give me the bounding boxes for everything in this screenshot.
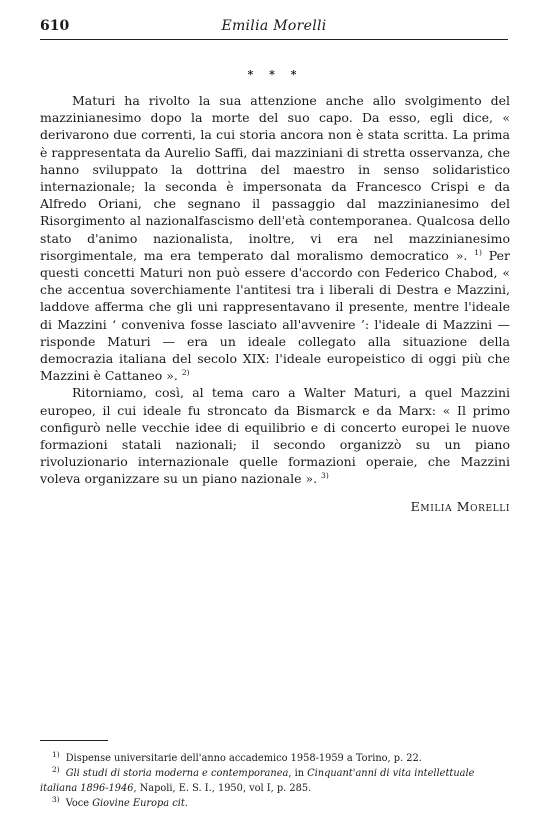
footnote-3 [40,796,512,811]
running-title: Emilia Morelli [221,18,327,34]
footnote-title-italic: Cinquant'anni di vita intellettuale italiana 1896-1946 [40,768,475,794]
footnote-mark: 3) [52,794,60,804]
paragraph-text: Maturi ha rivolto la sua attenzione anche allo svolgimento del mazzinianesimo dopo la morte del suo capo. Da esso, egli dice, « derivarono due correnti, la cui storia ancora non è stata scritta. La prima è rappresentata da Aurelio Saffi, dai mazziniani di stretta osservanza, che hanno sviluppato la dottrina del maestro in senso solidaristico internazionale; la seconda è impersonata da Francesco Crispi e da Alfredo Oriani, che segnano il passaggio dal mazzinianesimo del Risorgimento al nazionalfascismo dell'età contemporanea. Qualcosa dello stato d'animo nazionalista, inoltre, vi era nel mazzinianesimo risorgimentale, ma era temperato dal moralismo democratico ». [40,93,510,263]
page-number: 610 [40,18,70,34]
paragraph-text: Per questi concetti Maturi non può essere d'accordo con Federico Chabod, « che accentua soverchiamente l'antitesi tra i liberali di Destra e Mazzini, laddove afferma che gli uni rappresentavano il presente, mentre l'ideale di Mazzini ‘ conveniva fosse lasciato all'avvenire ’: l'ideale di Mazzini — risponde Maturi — era un ideale collegato alla situazione della democrazia italiana del secolo XIX: l'ideale europeistico di oggi più che Mazzini è Cattaneo ». [40,247,510,384]
paragraph-text: Ritorniamo, così, al tema caro a Walter Maturi, a quel Mazzini europeo, il cui ideale fu stroncato da Bismarck e da Marx: « Il primo configurò nelle vecchie idee di equilibrio e di concerto europei le nuove formazioni statali nazionali; il secondo organizzò su un piano rivoluzionario internazionale quelle formazioni operaie, che Mazzini voleva organizzare su un piano nazionale ». [40,385,510,487]
footnote-ref: 1) [474,247,482,257]
author-signature: Emilia Morelli [410,499,510,514]
footnote-ref: 2) [181,368,190,378]
paragraph [40,92,510,384]
section-separator: * * * [247,68,303,81]
footnote-2 [40,766,512,796]
footnote-text: , in [288,768,308,779]
footnote-rule [40,740,108,741]
footnote-title-italic: Gli studi di storia moderna e contemporanea [65,768,289,779]
footnote-mark: 1) [52,749,60,759]
body-text [40,92,510,488]
footnote-mark: 2) [52,764,60,774]
header-rule [40,39,508,40]
footnote-1 [40,751,512,766]
footnote-ref: 3) [321,471,329,481]
footnote-title-italic: Giovine Europa cit. [92,798,188,809]
footnote-text: Dispense universitarie dell'anno accademico 1958-1959 a Torino, p. 22. [65,753,422,764]
footnote-text: Voce [65,798,93,809]
paragraph [40,384,510,487]
footnotes [40,751,512,811]
page-header [40,18,508,38]
footnote-text: , Napoli, E. S. I., 1950, vol I, p. 285. [133,783,312,794]
